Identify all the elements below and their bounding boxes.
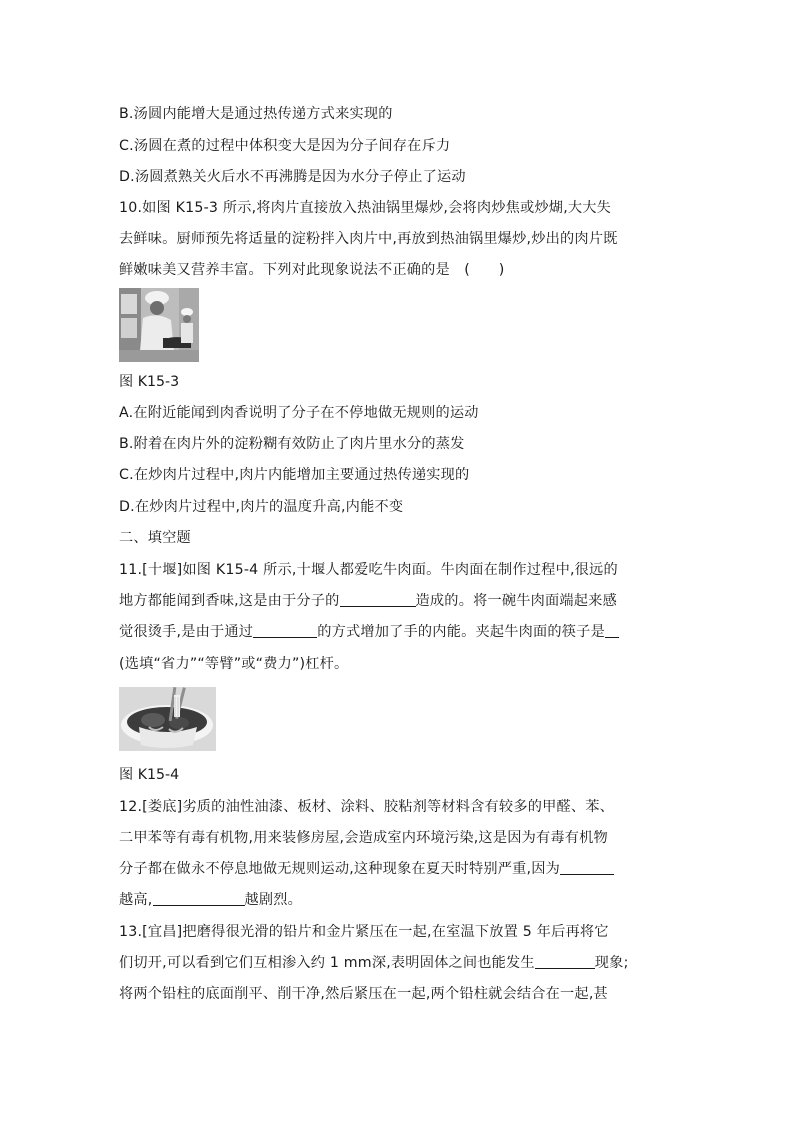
q11-text-part: 的方式增加了手的内能。夹起牛肉面的筷子是	[317, 624, 605, 640]
q13-stem-line3: 将两个铅柱的底面削平、削干净,然后紧压在一起,两个铅柱就会结合在一起,甚	[119, 986, 608, 1002]
q11-stem-line4: (选填“省力”“等臂”或“费力”)杠杆。	[119, 656, 349, 672]
section-heading-fill-blank: 二、填空题	[119, 530, 191, 546]
q13-text-part: 们切开,可以看到它们互相渗入约 1 mm深,表明固体之间也能发生	[119, 955, 535, 971]
answer-blank[interactable]	[560, 860, 614, 875]
answer-blank[interactable]	[253, 623, 317, 638]
q11-text-part: 造成的。将一碗牛肉面端起来感	[415, 593, 617, 609]
q12-stem-line1: 12.[娄底]劣质的油性油漆、板材、涂料、胶粘剂等材料含有较多的甲醛、苯、	[119, 799, 615, 815]
q12-text-part: 越高,	[119, 892, 153, 908]
q10-option-b: B.附着在肉片外的淀粉糊有效防止了肉片里水分的蒸发	[119, 436, 465, 452]
q10-stem-line2: 去鲜味。厨师预先将适量的淀粉拌入肉片中,再放到热油锅里爆炒,炒出的肉片既	[119, 231, 618, 247]
chef-cooking-photo	[119, 288, 199, 362]
q12-stem-line3	[119, 859, 614, 879]
q10-option-c: C.在炒肉片过程中,肉片内能增加主要通过热传递实现的	[119, 467, 470, 483]
q11-text-part: 觉很烫手,是由于通过	[119, 624, 254, 640]
q10-option-a: A.在附近能闻到肉香说明了分子在不停地做无规则的运动	[119, 405, 479, 421]
answer-blank[interactable]	[605, 623, 619, 638]
answer-blank[interactable]	[153, 891, 245, 906]
q13-text-part: 现象;	[594, 955, 629, 971]
q9-option-b: B.汤圆内能增大是通过热传递方式来实现的	[119, 106, 393, 122]
q13-stem-line1: 13.[宜昌]把磨得很光滑的铅片和金片紧压在一起,在室温下放置 5 年后再将它	[119, 924, 609, 940]
q13-stem-line2	[119, 953, 629, 973]
q9-option-d: D.汤圆煮熟关火后水不再沸腾是因为水分子停止了运动	[119, 169, 466, 185]
q12-text-part: 越剧烈。	[244, 892, 303, 908]
q12-stem-line2: 二甲苯等有毒有机物,用来装修房屋,会造成室内环境污染,这是因为有毒有机物	[119, 830, 608, 846]
answer-blank[interactable]	[535, 954, 595, 969]
q12-text-part: 分子都在做永不停息地做无规则运动,这种现象在夏天时特别严重,因为	[119, 861, 561, 877]
beef-noodle-photo	[119, 687, 216, 751]
q10-stem-line3: 鲜嫩味美又营养丰富。下列对此现象说法不正确的是 ( )	[119, 262, 505, 278]
q11-stem-line3	[119, 622, 619, 642]
q10-option-d: D.在炒肉片过程中,肉片的温度升高,内能不变	[119, 499, 404, 515]
answer-blank[interactable]	[340, 592, 416, 607]
q11-stem-line2	[119, 591, 617, 611]
figure-caption-k15-4: 图 K15-4	[119, 767, 180, 783]
figure-caption-k15-3: 图 K15-3	[119, 374, 180, 390]
q12-stem-line4	[119, 890, 302, 910]
q9-option-c: C.汤圆在煮的过程中体积变大是因为分子间存在斥力	[119, 138, 451, 154]
q11-text-part: 地方都能闻到香味,这是由于分子的	[119, 593, 340, 609]
q10-stem-line1: 10.如图 K15-3 所示,将肉片直接放入热油锅里爆炒,会将肉炒焦或炒煳,大大失	[119, 200, 612, 216]
q11-stem-line1: 11.[十堰]如图 K15-4 所示,十堰人都爱吃牛肉面。牛肉面在制作过程中,很远的	[119, 562, 618, 578]
